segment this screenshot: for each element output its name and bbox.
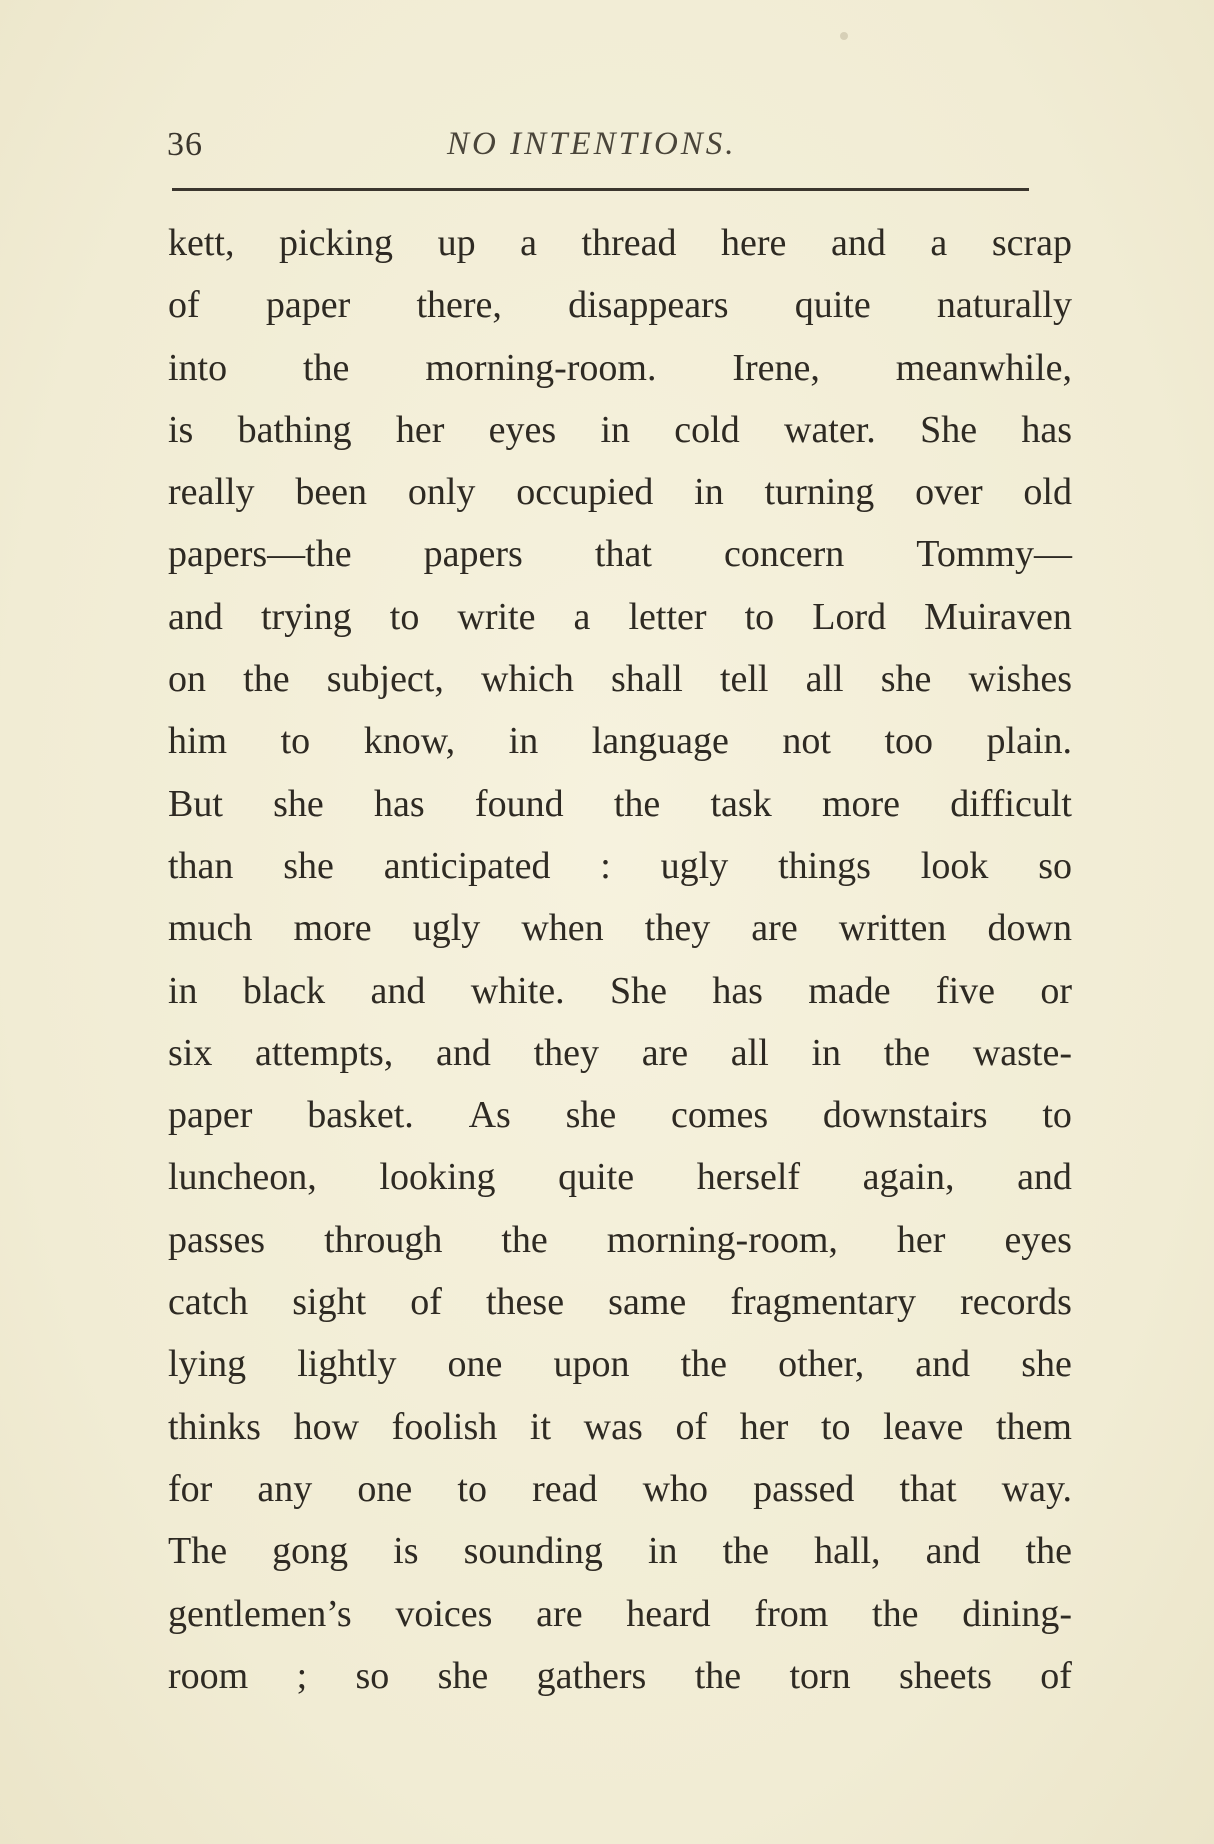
text-line: papers—the papers that concern Tommy— — [168, 533, 1072, 576]
text-line: much more ugly when they are written down — [168, 907, 1072, 950]
text-line: room ; so she gathers the torn sheets of — [168, 1654, 1072, 1697]
text-line: in black and white. She has made five or — [168, 969, 1072, 1012]
text-line: lying lightly one upon the other, and she — [168, 1343, 1072, 1386]
text-line: and trying to write a letter to Lord Muiraven — [168, 595, 1072, 638]
text-line: for any one to read who passed that way. — [168, 1467, 1072, 1510]
page-header — [167, 126, 1027, 176]
text-line: gentlemen’s voices are heard from the dining- — [168, 1592, 1072, 1635]
text-line: is bathing her eyes in cold water. She has — [168, 408, 1072, 451]
text-line: But she has found the task more difficult — [168, 782, 1072, 825]
text-line: than she anticipated : ugly things look so — [168, 844, 1072, 887]
running-head: NO INTENTIONS. — [447, 126, 737, 162]
header-rule — [172, 188, 1029, 191]
text-line: The gong is sounding in the hall, and the — [168, 1530, 1072, 1573]
text-line: paper basket. As she comes downstairs to — [168, 1094, 1072, 1137]
page-number: 36 — [167, 126, 203, 163]
body-text — [168, 212, 1072, 1707]
text-line: luncheon, looking quite herself again, and — [168, 1156, 1072, 1199]
text-line: into the morning-room. Irene, meanwhile, — [168, 346, 1072, 389]
paper-speck — [840, 32, 848, 40]
text-line: on the subject, which shall tell all she wishes — [168, 658, 1072, 701]
text-line: of paper there, disappears quite naturally — [168, 284, 1072, 327]
text-line: really been only occupied in turning over old — [168, 471, 1072, 514]
text-line: six attempts, and they are all in the waste- — [168, 1031, 1072, 1074]
text-line: kett, picking up a thread here and a scrap — [168, 222, 1072, 264]
text-line: catch sight of these same fragmentary records — [168, 1281, 1072, 1324]
text-line: thinks how foolish it was of her to leave them — [168, 1405, 1072, 1448]
text-line: passes through the morning-room, her eyes — [168, 1218, 1072, 1261]
text-line: him to know, in language not too plain. — [168, 720, 1072, 763]
